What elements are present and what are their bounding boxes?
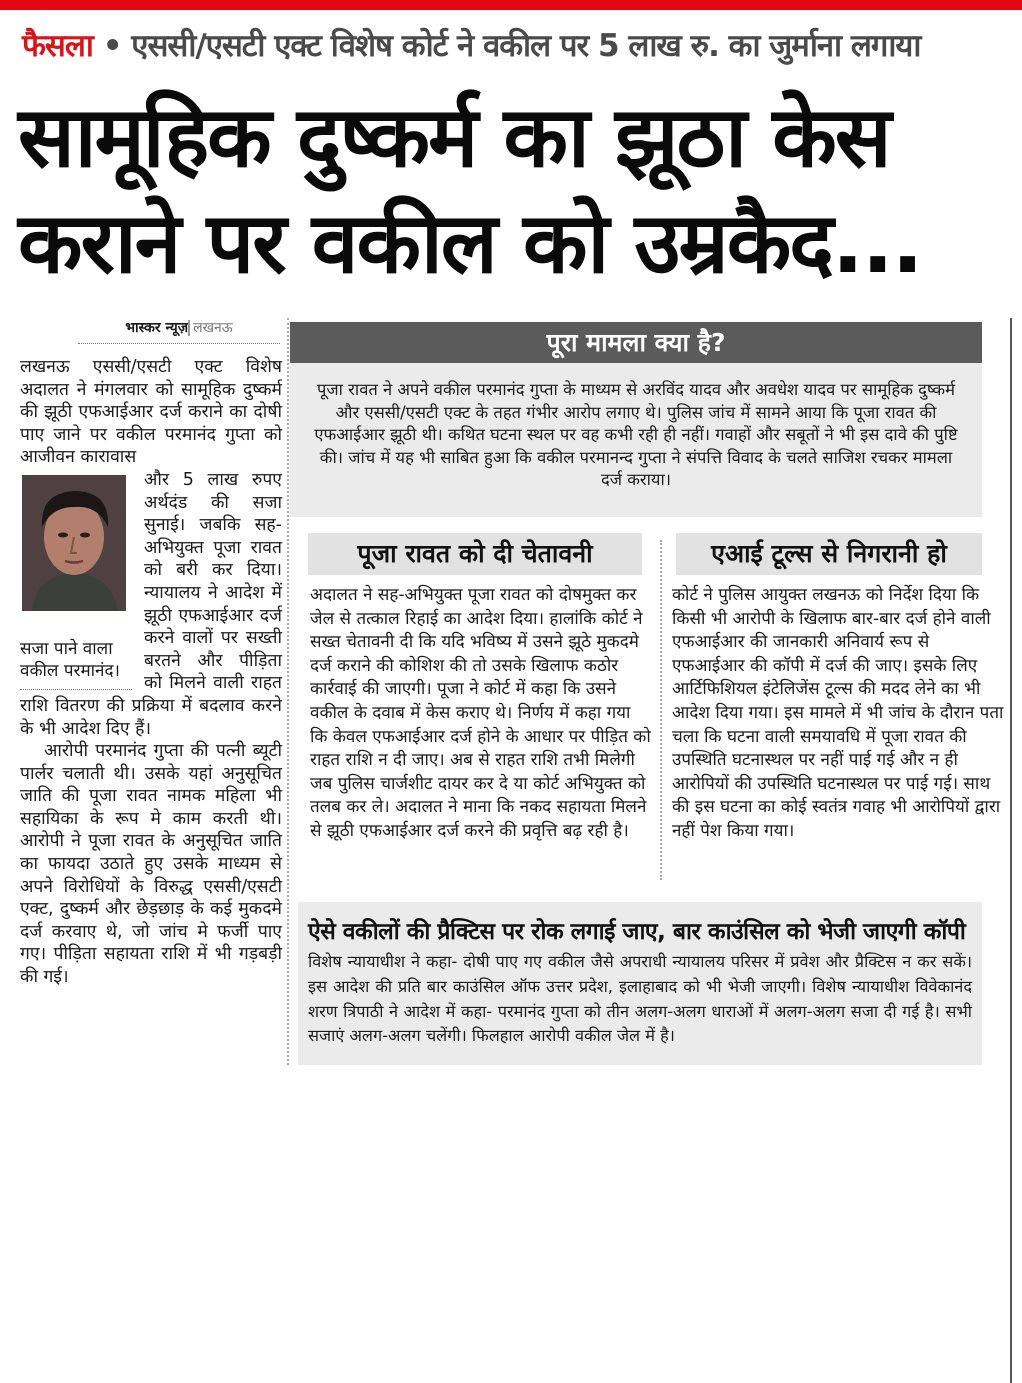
column-divider — [287, 318, 289, 1065]
photo-caption — [20, 638, 132, 690]
top-red-bar — [0, 0, 1022, 10]
ai-section-text: कोर्ट ने पुलिस आयुक्त लखनऊ को निर्देश दिया कि किसी भी आरोपी के खिलाफ बार-बार दर्ज होने वाली एफआईआर की जानकारी अनिवार्य रूप से एफआईआर की कॉपी में दर्ज की जाए। इसके लिए आर्टिफिशियल इंटेलिजेंस टूल्स की मदद लेने का भी आदेश दिया गया। इस मामले में भी जांच के दौरान पता चला कि घटना वाली समयावधि में पूजा रावत की उपस्थिति घटनास्थल पर नहीं पाई गई और न ही आरोपियों की उपस्थिति घटनास्थल पर पाई गई। साथ की इस घटना का कोई स्वतंत्र गवाह भी आरोपियों द्वारा नहीं पेश किया गया। — [672, 585, 1004, 841]
bar-council-title: ऐसे वकीलों की प्रैक्टिस पर रोक लगाई जाए, बार काउंसिल को भेजी जाएगी कॉपी — [308, 919, 966, 945]
byline — [78, 318, 280, 344]
summary-box-text: पूजा रावत ने अपने वकील परमानंद गुप्ता के माध्यम से अरविंद यादव और अवधेश यादव पर सामूहिक दुष्कर्म और एससी/एसटी एक्ट के तहत गंभीर आरोप लगाए थे। पुलिस जांच में सामने आया कि पूजा रावत की एफआईआर झूठी थी। कथित घटना स्थल पर वह कभी रही ही नहीं। गवाहों और सबूतों ने भी इस दावे की पुष्टि की। जांच में यह भी साबित हुआ कि वकील परमानन्द गुप्ता ने संपत्ति विवाद के चलते साजिश रचकर मामला दर्ज कराया। — [290, 363, 982, 517]
ai-section-title: एआई टूल्स से निगरानी हो — [676, 533, 982, 575]
kicker-line — [22, 24, 920, 66]
paragraph-2: आरोपी परमानंद गुप्ता की पत्नी ब्यूटी पार्लर चलाती थी। उसके यहां अनुसूचित जाति की पूजा रावत नामक महिला भी सहायिका के रूप मे काम करती थी। आरोपी ने पूजा रावत के अनुसूचित जाति का फायदा उठाते हुए उसके माध्यम से अपने विरोधियों के विरुद्ध एससी/एसटी एक्ट, दुष्कर्म और छेड़छाड़ के कई मुकदमे दर्ज करवाए थे, जो जांच मे फर्जी पाए गए। पीड़िता सहायता राशि में भी गड़बड़ी की गई। — [20, 741, 282, 988]
summary-box-title: पूरा मामला क्या है? — [290, 322, 982, 363]
left-article-body — [20, 356, 282, 989]
byline-city: लखनऊ — [188, 320, 233, 336]
headline — [18, 84, 1018, 296]
photo-caption-line-2: वकील परमानंद। — [20, 661, 120, 682]
paragraph-1b: और 5 लाख रुपए अर्थदंड की सजा सुनाई। जबकि सह-अभियुक्त पूजा रावत को बरी कर दिया। न्यायालय ने आदेश में झूठी एफआईआर दर्ज करने वालों पर सख्ती बरतने और पीड़िता को मिलने वाली राहत राशि वितरण की प्रक्रिया में बदलाव करने के भी आदेश दिए हैं। — [20, 469, 282, 739]
warning-section-text: अदालत ने सह-अभियुक्त पूजा रावत को दोषमुक्त कर जेल से तत्काल रिहाई का आदेश दिया। हालांकि कोर्ट ने सख्त चेतावनी दी कि यदि भविष्य में उसने झूठे मुकदमे दर्ज कराने की कोशिश की तो उसके खिलाफ कठोर कार्रवाई की जाएगी। पूजा ने कोर्ट में कहा कि उसने वकील के दवाब में केस कराए थे। निर्णय में कहा गया कि केवल एफआईआर दर्ज होने के आधार पर पीड़ित को राहत राशि न दी जाए। अब से राहत राशि तभी मिलेगी जब पुलिस चार्जशीट दायर कर दे या कोर्ट अभियुक्त को तलब कर ले। अदालत ने माना कि नकद सहायता मिलने से झूठी एफआईआर दर्ज करने की प्रवृत्ति बढ़ रही है। — [310, 585, 651, 841]
right-border — [1010, 318, 1012, 1383]
paragraph-1a: लखनऊ एससी/एसटी एक्ट विशेष अदालत ने मंगलवार को सामूहिक दुष्कर्म की झूठी एफआईआर दर्ज कराने का दोषी पाए जाने पर वकील परमानंद गुप्ता को आजीवन कारावास — [20, 357, 282, 468]
left-column — [20, 318, 282, 989]
photo-caption-line-1: सजा पाने वाला — [20, 638, 113, 659]
kicker-text: • एससी/एसटी एक्ट विशेष कोर्ट ने वकील पर 5 लाख रु. का जुर्माना लगाया — [92, 28, 921, 64]
kicker-tag: फैसला — [22, 28, 93, 64]
byline-source: भास्कर न्यूज़ — [125, 320, 189, 336]
headline-line-1: सामूहिक दुष्कर्म का झूठा केस — [18, 88, 890, 186]
headline-line-2: कराने पर वकील को उम्रकैद... — [18, 194, 922, 292]
bar-council-box — [298, 902, 982, 1065]
photo-block — [20, 475, 132, 690]
bar-council-text: विशेष न्यायाधीश ने कहा- दोषी पाए गए वकील जैसे अपराधी न्यायालय परिसर में प्रवेश और प्रैक्टिस न कर सकें। इस आदेश की प्रति बार काउंसिल ऑफ उत्तर प्रदेश, इलाहाबाद को भी भेजी जाएगी। विशेष न्यायाधीश विवेकानंद शरण त्रिपाठी ने आदेश में कहा- परमानंद गुप्ता को तीन अलग-अलग धाराओं में अलग-अलग सजा दी गई है। सभी सजाएं अलग-अलग चलेंगी। फिलहाल आरोपी वकील जेल में है। — [308, 952, 972, 1046]
portrait-photo-icon — [22, 475, 126, 611]
section-divider — [660, 540, 662, 880]
warning-section-title: पूजा रावत को दी चेतावनी — [308, 533, 642, 575]
